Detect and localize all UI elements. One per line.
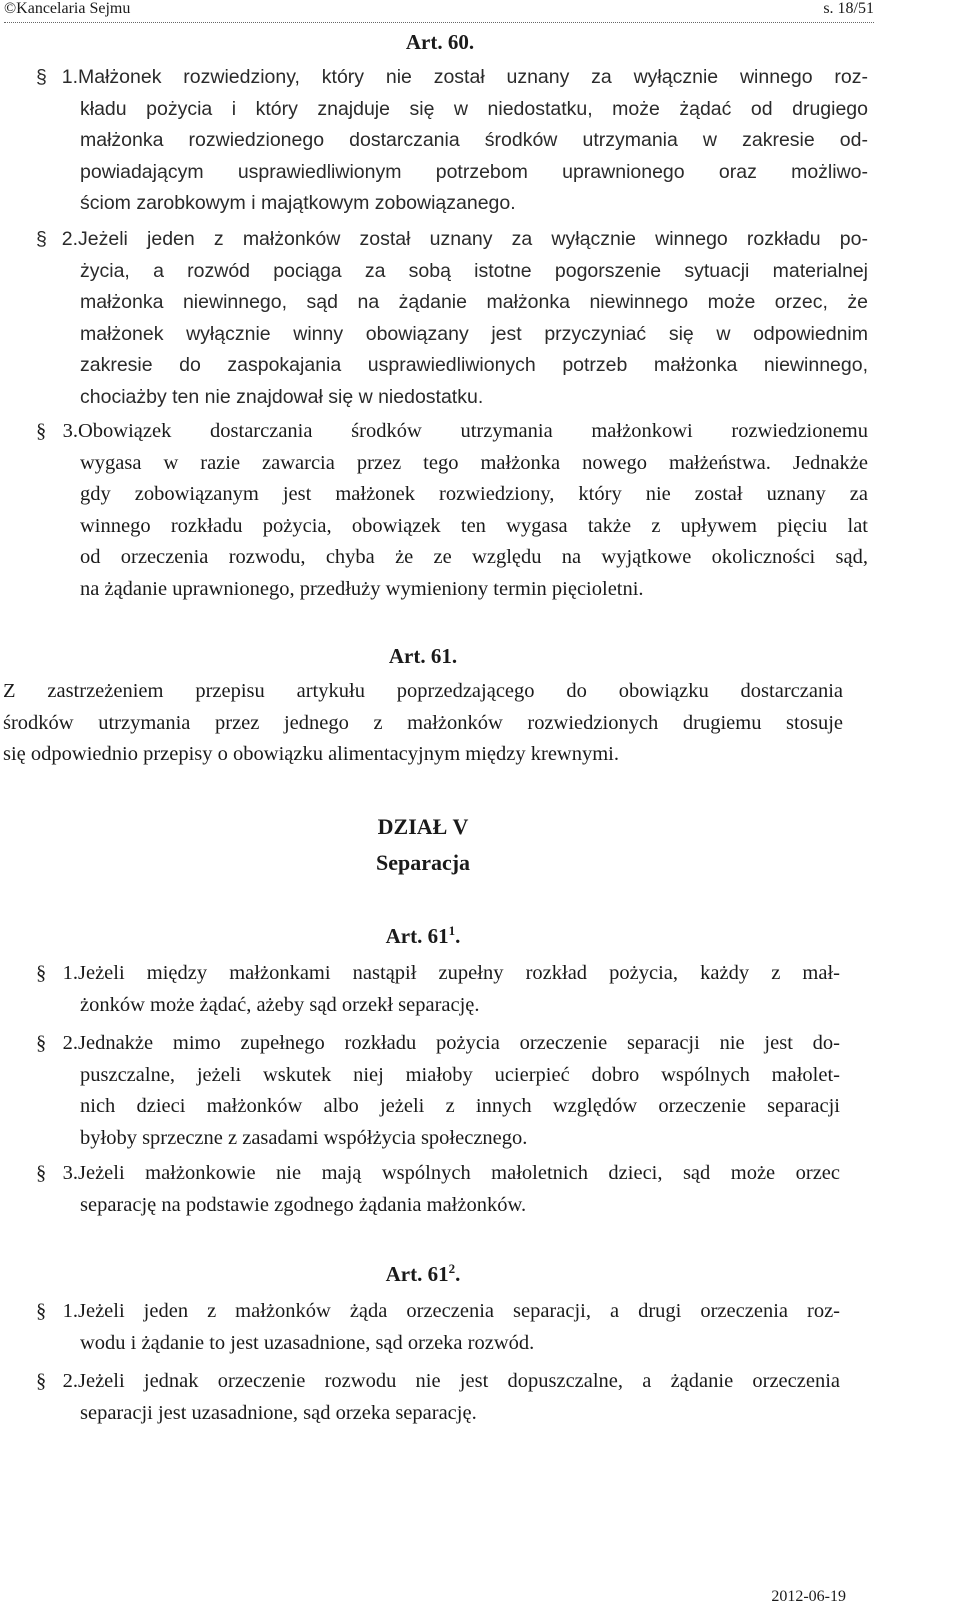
text-line: zakresie do zaspokajania usprawiedliwionych potrzeb małżonka niewinnego, bbox=[80, 354, 868, 376]
article-61-1-title bbox=[0, 924, 846, 949]
header-divider bbox=[4, 22, 874, 23]
text-line: Z zastrzeżeniem przepisu artykułu poprzedzającego do obowiązku dostarczania bbox=[3, 680, 843, 702]
article-60-title: Art. 60. bbox=[405, 30, 475, 54]
section-mark: § 1. bbox=[36, 962, 78, 984]
section-mark: § 1. bbox=[36, 66, 78, 88]
article-dot: . bbox=[455, 924, 461, 948]
section-mark: § 2. bbox=[36, 228, 78, 250]
text-line: separację na podstawie zgodnego żądania małżonków. bbox=[80, 1193, 527, 1216]
art61-2-section-2 bbox=[0, 1366, 840, 1429]
text-line: Jednakże mimo zupełnego rozkładu pożycia orzeczenie separacji nie jest do- bbox=[78, 1032, 840, 1054]
art61-1-section-1 bbox=[0, 958, 840, 1021]
text-line: powiadającym usprawiedliwionym potrzebom uprawnionego oraz możliwo- bbox=[80, 160, 868, 183]
section-mark: § 1. bbox=[36, 1300, 78, 1322]
section-mark: § 2. bbox=[36, 1032, 78, 1054]
article-61-title: Art. 61. bbox=[388, 644, 458, 668]
article-superscript: 1 bbox=[448, 923, 456, 938]
article-dot: . bbox=[455, 1262, 461, 1286]
text-line: winnego rozkładu pożycia, obowiązek ten wygasa także z upływem pięciu lat bbox=[80, 514, 868, 537]
text-line: małżonek wyłącznie winny obowiązany jest przyczyniać się w odpowiednim bbox=[80, 322, 868, 345]
page-header bbox=[4, 0, 874, 22]
article-61-2-title bbox=[0, 1262, 846, 1287]
text-line: małżonka niewinnego, sąd na żądanie małżonka niewinnego może orzec, że bbox=[80, 291, 868, 313]
art61-1-section-2 bbox=[0, 1028, 840, 1154]
footer-date: 2012-06-19 bbox=[771, 1588, 846, 1605]
art61-2-section-1 bbox=[0, 1296, 840, 1359]
section-mark: § 2. bbox=[36, 1370, 78, 1392]
text-line: Jeżeli jednak orzeczenie rozwodu nie jest dopuszczalne, a żądanie orzeczenia bbox=[78, 1370, 840, 1392]
text-line: chociażby ten nie znajdował się w niedostatku. bbox=[80, 385, 484, 408]
text-line: ściom zarobkowym i majątkowym zobowiązanego. bbox=[80, 192, 516, 214]
copyright-label: ©Kancelaria Sejmu bbox=[4, 0, 131, 17]
text-line: byłoby sprzeczne z zasadami współżycia społecznego. bbox=[80, 1126, 528, 1149]
text-line: od orzeczenia rozwodu, chyba że ze względu na wyjątkowe okoliczności sąd, bbox=[80, 546, 868, 568]
text-line: Obowiązek dostarczania środków utrzymania małżonkowi rozwiedzionemu bbox=[78, 420, 868, 442]
text-line: wodu i żądanie to jest uzasadnione, sąd orzeka rozwód. bbox=[80, 1331, 535, 1354]
chapter-subtitle: Separacja bbox=[375, 850, 471, 875]
chapter-title: DZIAŁ V bbox=[377, 814, 469, 839]
art61-1-section-3 bbox=[0, 1158, 840, 1221]
text-line: nich dzieci małżonków albo jeżeli z innych względów orzeczenie separacji bbox=[80, 1095, 840, 1117]
text-line: na żądanie uprawnionego, przedłuży wymieniony termin pięcioletni. bbox=[80, 577, 644, 600]
art61-body bbox=[3, 676, 843, 771]
article-number: Art. 61 bbox=[385, 1262, 449, 1286]
article-number: Art. 61 bbox=[385, 924, 449, 948]
text-line: środków utrzymania przez jednego z małżonków rozwiedzionych drugiemu stosuje bbox=[3, 711, 843, 734]
section-mark: § 3. bbox=[36, 1162, 78, 1184]
text-line: małżonka rozwiedzionego dostarczania środków utrzymania w zakresie od- bbox=[80, 129, 868, 151]
text-line: życia, a rozwód pociąga za sobą istotne pogorszenie sytuacji materialnej bbox=[80, 259, 868, 282]
text-line: Jeżeli między małżonkami nastąpił zupełny rozkład pożycia, każdy z mał- bbox=[78, 962, 840, 984]
text-line: gdy zobowiązanym jest małżonek rozwiedziony, który nie został uznany za bbox=[80, 483, 868, 505]
text-line: separacji jest uzasadnione, sąd orzeka separację. bbox=[80, 1401, 477, 1424]
text-line: puszczalne, jeżeli wskutek niej miałoby ucierpieć dobro wspólnych małolet- bbox=[80, 1063, 840, 1086]
article-superscript: 2 bbox=[448, 1261, 456, 1276]
text-line: kładu pożycia i który znajduje się w niedostatku, może żądać od drugiego bbox=[80, 97, 868, 120]
text-line: Jeżeli jeden z małżonków żąda orzeczenia separacji, a drugi orzeczenia roz- bbox=[78, 1300, 840, 1322]
art60-section-3 bbox=[0, 416, 868, 605]
art60-section-1 bbox=[0, 62, 868, 220]
text-line: Jeżeli małżonkowie nie mają wspólnych małoletnich dzieci, sąd może orzec bbox=[78, 1162, 840, 1184]
section-mark: § 3. bbox=[36, 420, 78, 442]
text-line: Małżonek rozwiedziony, który nie został uznany za wyłącznie winnego roz- bbox=[78, 66, 868, 88]
text-line: wygasa w razie zawarcia przez tego małżonka nowego małżeństwa. Jednakże bbox=[80, 451, 868, 474]
text-line: się odpowiednio przepisy o obowiązku alimentacyjnym między krewnymi. bbox=[3, 743, 619, 765]
text-line: żonków może żądać, ażeby sąd orzekł separację. bbox=[80, 993, 480, 1016]
page-number: s. 18/51 bbox=[823, 0, 874, 17]
art60-section-2 bbox=[0, 224, 868, 413]
text-line: Jeżeli jeden z małżonków został uznany za wyłącznie winnego rozkładu po- bbox=[78, 228, 868, 250]
